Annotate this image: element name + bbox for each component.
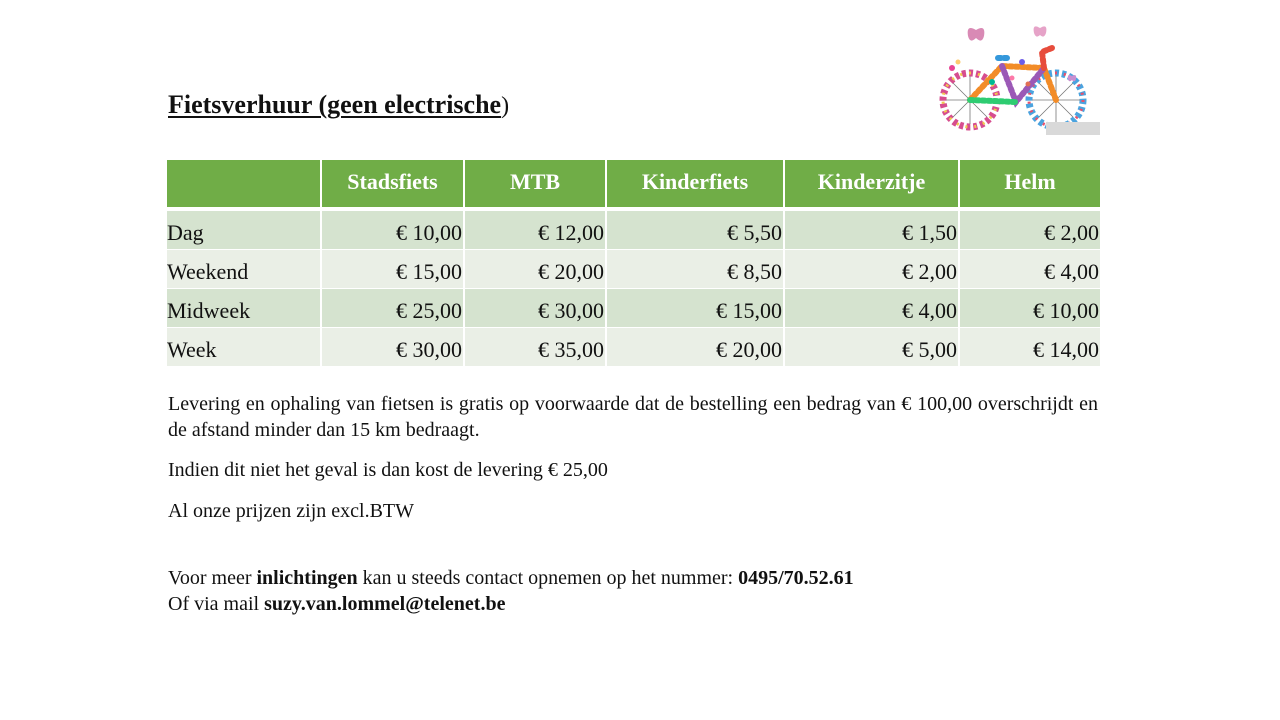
price-cell: € 2,00 (783, 250, 958, 289)
price-cell: € 25,00 (320, 289, 463, 328)
row-label: Week (167, 328, 320, 367)
header-kinderzitje: Kinderzitje (783, 160, 958, 211)
price-cell: € 30,00 (320, 328, 463, 367)
price-cell: € 4,00 (783, 289, 958, 328)
price-cell: € 15,00 (320, 250, 463, 289)
contact-inlichtingen: inlichtingen (256, 567, 358, 589)
table-row (167, 289, 1100, 328)
butterflies (968, 26, 1076, 81)
flowers (949, 59, 1031, 87)
table-row (167, 211, 1100, 250)
flower-bicycle-icon (932, 22, 1100, 136)
contact-mail-intro: Of via mail (168, 593, 265, 615)
contact-intro: Voor meer (168, 567, 257, 589)
header-helm: Helm (958, 160, 1100, 211)
price-cell: € 4,00 (958, 250, 1100, 289)
price-cell: € 5,00 (783, 328, 958, 367)
price-cell: € 35,00 (463, 328, 605, 367)
row-label: Dag (167, 211, 320, 250)
vat-text: Al onze prijzen zijn excl.BTW (168, 500, 415, 522)
page-title (168, 88, 509, 123)
price-cell: € 8,50 (605, 250, 783, 289)
watermark-bar (1046, 122, 1100, 135)
email-address[interactable]: suzy.van.lommel@telenet.be (264, 593, 506, 615)
phone-number[interactable]: 0495/70.52.61 (738, 567, 854, 589)
table-row (167, 250, 1100, 289)
table-header-row (167, 160, 1100, 211)
price-cell: € 15,00 (605, 289, 783, 328)
page-title-paren: ) (501, 93, 510, 119)
header-stadsfiets: Stadsfiets (320, 160, 463, 211)
header-empty (167, 160, 320, 211)
price-cell: € 5,50 (605, 211, 783, 250)
price-cell: € 2,00 (958, 211, 1100, 250)
price-cell: € 10,00 (958, 289, 1100, 328)
price-cell: € 1,50 (783, 211, 958, 250)
delivery-text: Levering en ophaling van fietsen is gratis op voorwaarde dat de bestelling een bedrag van € 100,00 overschrijdt en de afstand minder dan 15 km bedraagt. (168, 393, 1098, 441)
price-cell: € 12,00 (463, 211, 605, 250)
header-kinderfiets: Kinderfiets (605, 160, 783, 211)
contact-mid: kan u steeds contact opnemen op het nummer: (357, 567, 739, 589)
price-table (167, 160, 1100, 367)
row-label: Weekend (167, 250, 320, 289)
page-title-text: Fietsverhuur (geen electrische (168, 90, 502, 119)
price-cell: € 14,00 (958, 328, 1100, 367)
delivery-cost-text: Indien dit niet het geval is dan kost de levering € 25,00 (168, 459, 608, 481)
contact-block (168, 565, 1098, 617)
row-label: Midweek (167, 289, 320, 328)
price-cell: € 30,00 (463, 289, 605, 328)
table-row (167, 328, 1100, 367)
price-cell: € 10,00 (320, 211, 463, 250)
price-cell: € 20,00 (605, 328, 783, 367)
header-mtb: MTB (463, 160, 605, 211)
price-cell: € 20,00 (463, 250, 605, 289)
